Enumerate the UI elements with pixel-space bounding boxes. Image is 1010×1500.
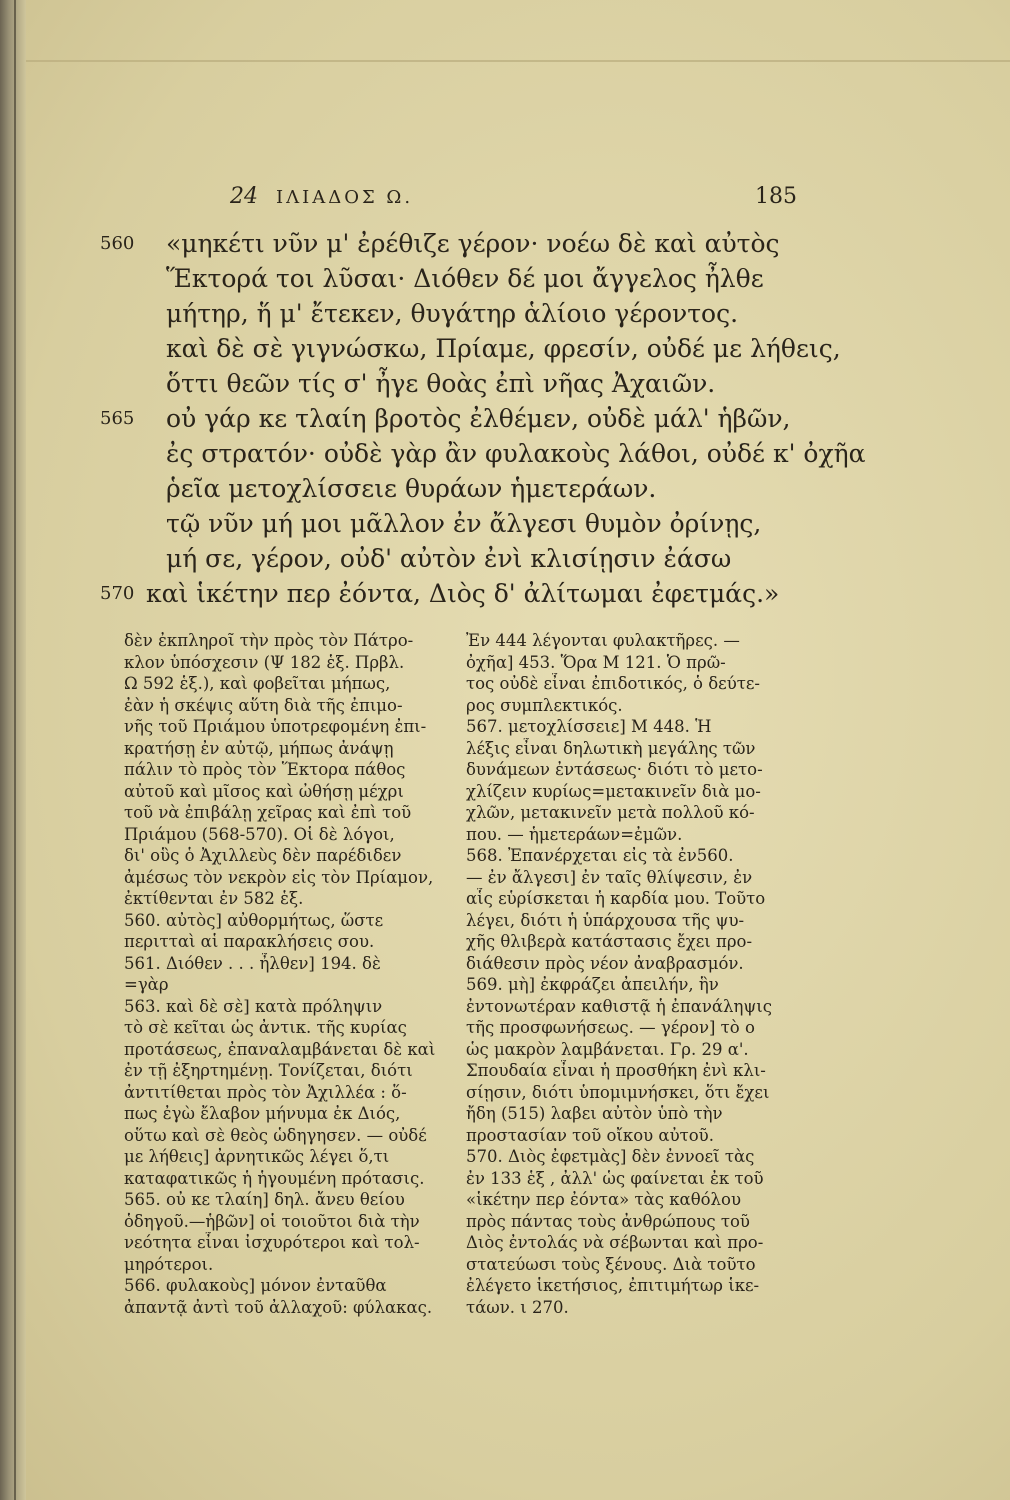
commentary-left-column <box>124 630 464 1318</box>
header-book-title: ΙΛΙΑΔΟΣ Ω. <box>276 187 414 208</box>
commentary-line: 560. αὐτὸς] αὐθορμήτως, ὥστε <box>124 910 384 930</box>
commentary-line: ὁδηγοῦ.—ἡβῶν] οἱ τοιοῦτοι διὰ τὴν <box>124 1211 420 1231</box>
verse-line <box>100 366 960 401</box>
commentary-line: οὕτω καὶ σὲ θεὸς ὡδηγησεν. — οὐδέ <box>124 1125 427 1145</box>
commentary-line: νῆς τοῦ Πριάμου ὑποτρεφομένη ἐπι- <box>124 717 427 736</box>
commentary-line: δὲν ἐκπληροῖ τὴν πρὸς τὸν Πάτρο- <box>124 631 414 650</box>
commentary-line: τος οὐδὲ εἶναι ἐπιδοτικός, ὁ δεύτε- <box>466 674 761 693</box>
commentary-line: 568. Ἐπανέρχεται εἰς τὰ ἐν560. <box>466 846 734 865</box>
commentary-line: 569. μὴ] ἐκφράζει ἀπειλήν, ἣν <box>466 975 719 994</box>
commentary-line: χλίζειν κυρίως=μετακινεῖν διὰ μο- <box>466 781 761 801</box>
commentary-line: πως ἐγὼ ἔλαβον μήνυμα ἐκ Διός, <box>124 1104 401 1123</box>
commentary-line: που. — ἡμετεράων=ἐμῶν. <box>466 824 683 844</box>
verse-text: καὶ ἱκέτην περ ἐόντα, Διὸς δ' ἀλίτωμαι ἐφετμάς.» <box>146 579 780 608</box>
commentary-line: ρος συμπλεκτικός. <box>466 695 623 715</box>
commentary-line: ὡς μακρὸν λαμβάνεται. Γρ. 29 α'. <box>466 1039 749 1059</box>
commentary-line: Ἐν 444 λέγονται φυλακτῆρες. — <box>466 631 740 650</box>
commentary-line: ἐὰν ἡ σκέψις αὕτη διὰ τῆς ἐπιμο- <box>124 695 403 715</box>
commentary-line: κρατήσῃ ἐν αὐτῷ, μήπως ἀνάψῃ <box>124 738 394 758</box>
commentary-line: λέγει, διότι ἡ ὑπάρχουσα τῆς ψυ- <box>466 910 745 930</box>
commentary-line: «ἱκέτην περ ἐόντα» τὰς καθόλου <box>466 1190 741 1209</box>
commentary-line: στατεύωσι τοὺς ξένους. Διὰ τοῦτο <box>466 1254 756 1274</box>
commentary-line: χῆς θλιβερὰ κατάστασις ἔχει προ- <box>466 932 753 951</box>
commentary-line: τῆς προσφωνήσεως. — γέρον] τὸ ο <box>466 1018 755 1037</box>
commentary-line: Σπουδαία εἶναι ἡ προσθήκη ἐνὶ κλι- <box>466 1061 766 1080</box>
commentary-line: προστασίαν τοῦ οἴκου αὐτοῦ. <box>466 1125 714 1145</box>
page-top-edge <box>26 60 1010 62</box>
verse-text: ῥεῖα μετοχλίσσειε θυράων ἡμετεράων. <box>166 474 657 503</box>
commentary-line: ἤδη (515) λαβει αὐτὸν ὑπὸ τὴν <box>466 1104 723 1123</box>
commentary-line: με λήθεις] ἀρνητικῶς λέγει ὅ,τι <box>124 1147 390 1166</box>
verse-line <box>100 436 960 471</box>
commentary-line: κλον ὑπόσχεσιν (Ψ 182 ἑξ. Πρβλ. <box>124 652 405 672</box>
commentary-line: τοῦ νὰ ἐπιβάλῃ χεῖρας καὶ ἐπὶ τοῦ <box>124 803 412 822</box>
commentary-line: 570. Διὸς ἐφετμὰς] δὲν ἐννοεῖ τὰς <box>466 1147 755 1166</box>
verse-text: ἐς στρατόν· οὐδὲ γὰρ ἂν φυλακοὺς λάθοι, οὐδέ κ' ὀχῆα <box>166 439 866 468</box>
running-header <box>210 182 990 222</box>
commentary-line: ἐν τῇ ἐξηρτημένῃ. Τονίζεται, διότι <box>124 1061 413 1080</box>
commentary-line: προτάσεως, ἐπαναλαμβάνεται δὲ καὶ <box>124 1039 436 1059</box>
commentary-line: 567. μετοχλίσσειε] Μ 448. Ἡ <box>466 717 712 736</box>
page-number: 185 <box>755 184 797 209</box>
commentary-line: 561. Διόθεν . . . ἦλθεν] 194. δὲ <box>124 953 381 973</box>
verse-number: 565 <box>100 408 135 429</box>
commentary-line: μηρότεροι. <box>124 1254 214 1274</box>
verse-number: 560 <box>100 233 135 254</box>
verse-text: καὶ δὲ σὲ γιγνώσκω, Πρίαμε, φρεσίν, οὐδέ με λήθεις, <box>166 334 841 363</box>
commentary-line: τάων. ι 270. <box>466 1297 569 1317</box>
commentary-line: σίῃσιν, διότι ὑπομιμνήσκει, ὅτι ἔχει <box>466 1082 770 1102</box>
commentary-line: νεότητα εἶναι ἰσχυρότεροι καὶ τολ- <box>124 1233 420 1252</box>
commentary-line: ἐν 133 ἑξ , ἀλλ' ὡς φαίνεται ἐκ τοῦ <box>466 1168 764 1188</box>
verse-line <box>100 296 960 331</box>
commentary-line: ἀμέσως τὸν νεκρὸν εἰς τὸν Πρίαμον, <box>124 867 434 887</box>
commentary-line: ἐντονωτέραν καθιστᾷ ἡ ἐπανάληψις <box>466 996 772 1016</box>
verse-line <box>100 541 960 576</box>
commentary-line: καταφατικῶς ἡ ἡγουμένη πρότασις. <box>124 1168 425 1188</box>
commentary-line: 563. καὶ δὲ σὲ] κατὰ πρόληψιν <box>124 996 383 1016</box>
commentary-line: ἐλέγετο ἱκετήσιος, ἐπιτιμήτωρ ἱκε- <box>466 1276 760 1295</box>
verse-text: μή σε, γέρον, οὐδ' αὐτὸν ἐνὶ κλισίῃσιν ἐάσω <box>166 544 732 573</box>
verse-line <box>100 506 960 541</box>
commentary-line: Ω 592 ἑξ.), καὶ φοβεῖται μήπως, <box>124 674 391 693</box>
commentary-line: διάθεσιν πρὸς νέον ἀναβρασμόν. <box>466 953 744 973</box>
commentary-line: τὸ σὲ κεῖται ὡς ἀντικ. τῆς κυρίας <box>124 1018 407 1037</box>
verse-number: 570 <box>100 583 135 604</box>
verse-line <box>100 401 960 436</box>
commentary-line: ἐκτίθενται ἐν 582 ἑξ. <box>124 889 304 908</box>
commentary-line: 565. οὐ κε τλαίη] δηλ. ἄνευ θείου <box>124 1190 405 1209</box>
verse-text: τῷ νῦν μή μοι μᾶλλον ἐν ἄλγεσι θυμὸν ὀρίνῃς, <box>166 509 762 538</box>
verse-text: «μηκέτι νῦν μ' ἐρέθιζε γέρον· νοέω δὲ καὶ αὐτὸς <box>166 229 780 258</box>
verse-text: μήτηρ, ἥ μ' ἔτεκεν, θυγάτηρ ἁλίοιο γέροντος. <box>166 299 739 328</box>
commentary-line: πρὸς πάντας τοὺς ἀνθρώπους τοῦ <box>466 1211 750 1231</box>
verse-line <box>100 576 960 611</box>
verse-text: Ἕκτορά τοι λῦσαι· Διόθεν δέ μοι ἄγγελος ἦλθε <box>166 264 764 293</box>
verse-line <box>100 331 960 366</box>
commentary-right-column <box>466 630 814 1318</box>
commentary-line: χλῶν, μετακινεῖν μετὰ πολλοῦ κό- <box>466 803 755 822</box>
commentary-line: ἀπαντᾷ ἀντὶ τοῦ ἀλλαχοῦ: φύλακας. <box>124 1297 433 1317</box>
commentary-line: ὀχῆα] 453. Ὅρα Μ 121. Ὁ πρῶ- <box>466 652 726 672</box>
commentary-line: λέξις εἶναι δηλωτικὴ μεγάλης τῶν <box>466 738 756 758</box>
commentary-line: — ἐν ἄλγεσι] ἐν ταῖς θλίψεσιν, ἐν <box>466 867 753 887</box>
commentary-line: =γὰρ <box>124 975 169 994</box>
commentary-line: Πριάμου (568-570). Οἱ δὲ λόγοι, <box>124 824 395 844</box>
commentary-line: περιτταὶ αἱ παρακλήσεις σου. <box>124 932 375 951</box>
spine-gutter-line <box>14 0 16 1500</box>
commentary-line: Διὸς ἐντολάς νὰ σέβωνται καὶ προ- <box>466 1233 764 1252</box>
commentary-line: πάλιν τὸ πρὸς τὸν Ἕκτορα πάθος <box>124 760 406 779</box>
verse-text: οὐ γάρ κε τλαίη βροτὸς ἐλθέμεν, οὐδὲ μάλ' ἡβῶν, <box>166 404 791 433</box>
commentary-line: δυνάμεων ἐντάσεως· διότι τὸ μετο- <box>466 760 763 779</box>
verse-block <box>100 226 960 611</box>
commentary-line: 566. φυλακοὺς] μόνον ἐνταῦθα <box>124 1276 387 1295</box>
book-spine <box>0 0 26 1500</box>
header-page-label: 24 <box>230 184 258 209</box>
commentary-line: αἷς εὑρίσκεται ἡ καρδία μου. Τοῦτο <box>466 889 766 908</box>
verse-text: ὅττι θεῶν τίς σ' ἦγε θοὰς ἐπὶ νῆας Ἀχαιῶν. <box>166 369 716 398</box>
verse-line <box>100 261 960 296</box>
verse-line <box>100 471 960 506</box>
commentary-line: αὐτοῦ καὶ μῖσος καὶ ὠθήσῃ μέχρι <box>124 781 404 801</box>
commentary-line: δι' οὓς ὁ Ἀχιλλεὺς δὲν παρέδιδεν <box>124 846 402 865</box>
verse-line <box>100 226 960 261</box>
commentary-line: ἀντιτίθεται πρὸς τὸν Ἀχιλλέα : ὅ- <box>124 1082 407 1102</box>
